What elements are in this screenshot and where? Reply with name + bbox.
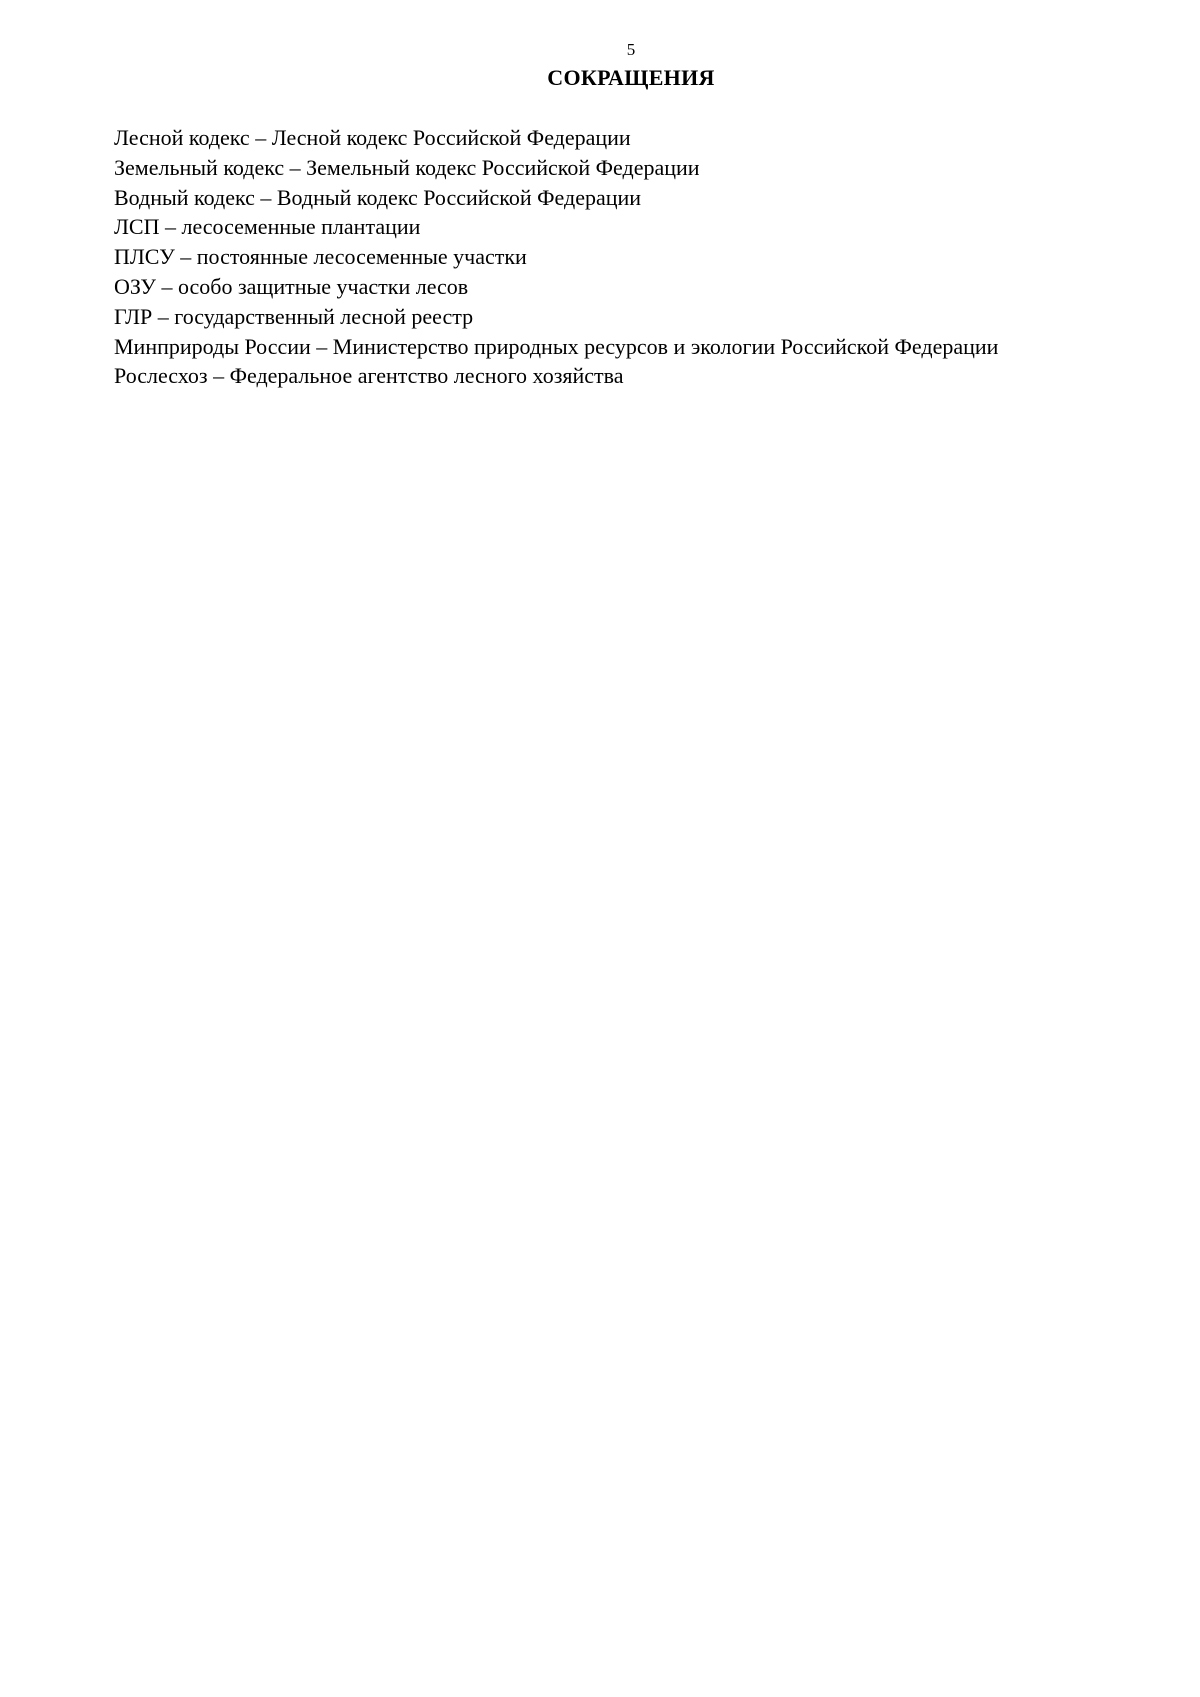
abbreviation-list [114,123,998,391]
page-number: 5 [626,40,636,59]
list-item: ЛСП – лесосеменные плантации [114,214,421,240]
list-item: Рослесхоз – Федеральное агентство лесного хозяйства [114,363,624,389]
list-item: ОЗУ – особо защитные участки лесов [114,273,469,299]
list-item: Минприроды России – Министерство природных ресурсов и экологии Российской Федерации [114,333,999,359]
list-item: ПЛСУ – постоянные лесосеменные участки [114,244,527,270]
list-item: Земельный кодекс – Земельный кодекс Российской Федерации [114,154,700,180]
list-item: Водный кодекс – Водный кодекс Российской Федерации [114,184,642,210]
list-item: Лесной кодекс – Лесной кодекс Российской Федерации [114,125,631,150]
page-title: СОКРАЩЕНИЯ [547,65,715,90]
list-item: ГЛР – государственный лесной реестр [114,303,474,329]
